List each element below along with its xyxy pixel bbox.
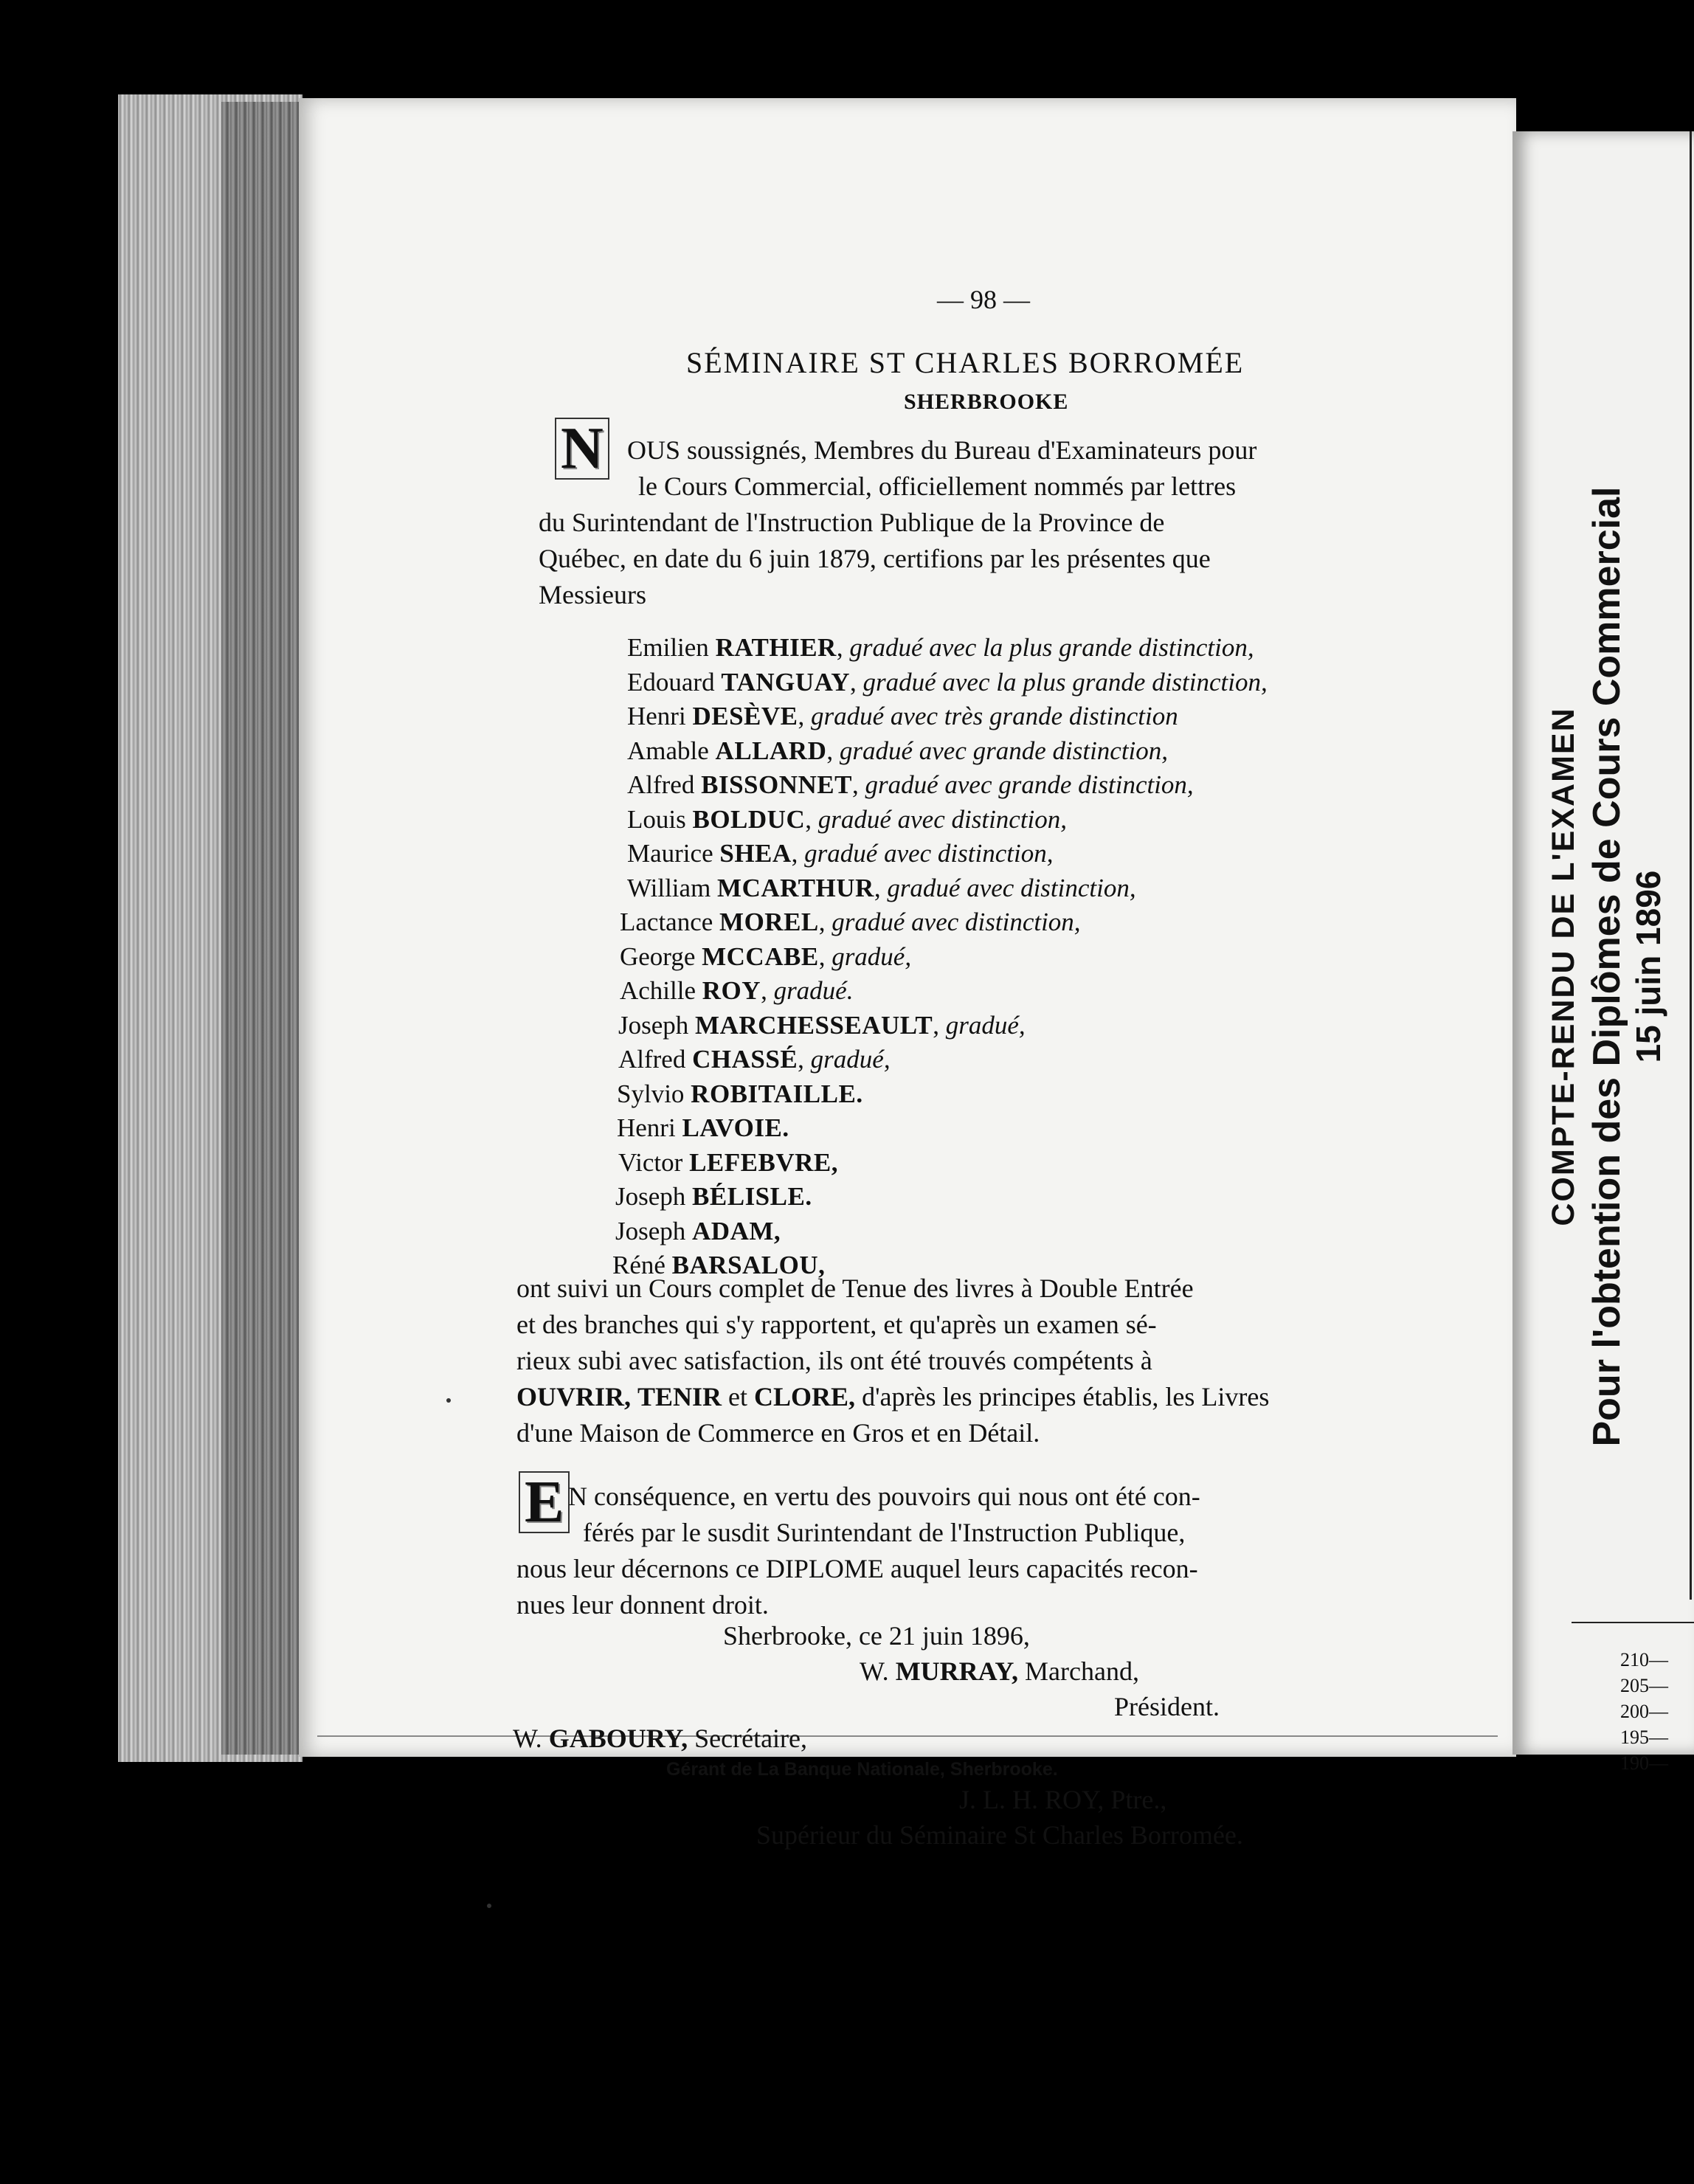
graduate-first-name: Achille: [620, 976, 696, 1005]
body-paragraph: [516, 1271, 1409, 1451]
et-word: et: [728, 1382, 748, 1411]
ink-mark: [446, 1398, 451, 1403]
graduate-surname: ADAM,: [692, 1216, 781, 1245]
graduate-first-name: Joseph: [615, 1216, 686, 1245]
graduate-row: Alfred CHASSÉ, gradué,: [618, 1045, 891, 1074]
body-line-rest: d'après les principes établis, les Livres: [862, 1382, 1270, 1411]
graduate-surname: MCCABE: [702, 941, 819, 971]
graduate-row: [617, 1111, 1268, 1146]
graduate-row: [618, 1146, 1268, 1181]
graduate-mention: gradué avec grande distinction,: [839, 736, 1169, 765]
tenir-word: TENIR: [637, 1382, 722, 1411]
graduate-mention: gradué avec grande distinction,: [865, 770, 1194, 799]
graduate-surname: LEFEBVRE,: [689, 1147, 838, 1177]
graduate-row: Alfred BISSONNET, gradué avec grande distinction,: [627, 770, 1194, 799]
book-spine-edge: [221, 102, 302, 1755]
clore-word: CLORE,: [754, 1382, 856, 1411]
page-title: SÉMINAIRE ST CHARLES BORROMÉE: [686, 346, 1245, 379]
conclusion-line: N conséquence, en vertu des pouvoirs qui nous ont été con-: [568, 1482, 1200, 1511]
graduate-first-name: Henri: [617, 1113, 676, 1142]
graduate-row: [617, 1077, 1268, 1112]
dropcap-e: E: [519, 1471, 570, 1533]
graduate-first-name: Maurice: [627, 839, 713, 868]
graduate-surname: MARCHESSEAULT: [695, 1010, 933, 1040]
graduate-first-name: Edouard: [627, 667, 715, 697]
graduate-first-name: Amable: [627, 736, 709, 765]
adjacent-number: 200—: [1620, 1701, 1668, 1722]
graduate-first-name: Emilien: [627, 633, 709, 662]
graduate-surname: CHASSÉ: [692, 1045, 798, 1074]
gerant-line: Gérant de La Banque Nationale, Sherbrooke.: [666, 1759, 1058, 1780]
graduate-mention: gradué avec la plus grande distinction,: [849, 633, 1254, 662]
graduate-mention: gradué avec distinction,: [804, 839, 1054, 868]
graduate-row: Achille ROY, gradué.: [620, 976, 854, 1005]
graduate-first-name: Joseph: [618, 1010, 689, 1040]
graduate-mention: gradué avec distinction,: [832, 908, 1081, 936]
graduate-first-name: George: [620, 941, 696, 971]
graduate-first-name: Henri: [627, 702, 686, 730]
adjacent-number: 210—: [1620, 1649, 1668, 1670]
adjacent-page-divider: [1572, 1622, 1694, 1623]
graduate-row: Amable ALLARD, gradué avec grande distinction,: [627, 736, 1169, 765]
intro-line: du Surintendant de l'Instruction Publique de la Province de: [539, 508, 1165, 537]
graduate-surname: SHEA: [719, 839, 792, 868]
graduate-mention: gradué,: [945, 1010, 1026, 1040]
graduate-surname: RATHIER: [715, 633, 837, 662]
conclusion-line: nues leur donnent droit.: [516, 1590, 769, 1620]
body-line: d'une Maison de Commerce en Gros et en Détail.: [516, 1418, 1040, 1448]
graduate-surname: BOLDUC: [692, 804, 806, 834]
graduate-row: Emilien RATHIER, gradué avec la plus grande distinction,: [627, 633, 1254, 662]
graduate-first-name: Joseph: [615, 1182, 686, 1211]
dropcap-n: N: [555, 418, 609, 480]
graduate-first-name: Alfred: [618, 1045, 686, 1074]
adjacent-number: 190—: [1620, 1752, 1668, 1774]
graduate-row: [615, 1214, 1268, 1249]
graduate-surname: ROY: [702, 976, 761, 1005]
murray-title: Marchand,: [1025, 1656, 1139, 1686]
graduate-row: Louis BOLDUC, gradué avec distinction,: [627, 804, 1068, 834]
graduate-surname: LAVOIE.: [682, 1113, 789, 1142]
adjacent-title-line2: Pour l'obtention des Diplômes de Cours Commercial: [1586, 486, 1628, 1447]
graduate-surname: BARSALOU,: [671, 1251, 826, 1279]
adjacent-number: 205—: [1620, 1675, 1668, 1696]
graduate-mention: gradué avec distinction,: [887, 873, 1136, 902]
president-title: Président.: [1114, 1692, 1220, 1721]
conclusion-paragraph: [516, 1479, 1409, 1623]
graduate-surname: BISSONNET: [701, 770, 852, 799]
intro-line: Québec, en date du 6 juin 1879, certifions par les présentes que: [539, 544, 1211, 573]
graduate-mention: gradué avec distinction,: [817, 804, 1068, 834]
body-line: et des branches qui s'y rapportent, et qu'après un examen sé-: [516, 1310, 1157, 1339]
graduate-row: Maurice SHEA, gradué avec distinction,: [627, 839, 1054, 868]
graduate-surname: MOREL: [719, 908, 819, 936]
signature-gaboury: [513, 1723, 807, 1754]
page-bottom-rule: [317, 1735, 1498, 1737]
conclusion-line: nous leur décernons ce DIPLOME auquel leurs capacités recon-: [516, 1554, 1198, 1583]
graduate-first-name: Sylvio: [617, 1079, 685, 1108]
graduate-mention: gradué,: [832, 941, 912, 971]
graduate-first-name: Réné: [612, 1251, 666, 1279]
ink-mark: [487, 1904, 491, 1908]
adjacent-number: 195—: [1620, 1727, 1668, 1748]
adjacent-title-line1: COMPTE-RENDU DE L'EXAMEN: [1546, 707, 1581, 1226]
graduate-surname: BÉLISLE.: [692, 1182, 812, 1211]
body-line: ont suivi un Cours complet de Tenue des livres à Double Entrée: [516, 1274, 1194, 1303]
intro-line: Messieurs: [539, 580, 646, 609]
gaboury-initial: W.: [513, 1724, 542, 1753]
superieur-line: Supérieur du Séminaire St Charles Borromée.: [756, 1820, 1243, 1850]
conclusion-line: férés par le susdit Surintendant de l'Instruction Publique,: [583, 1518, 1186, 1547]
graduate-mention: gradué.: [773, 976, 854, 1005]
graduates-list: [612, 631, 1268, 1283]
graduate-surname: MCARTHUR: [717, 873, 874, 902]
graduate-row: George MCCABE, gradué,: [620, 941, 912, 971]
adjacent-page-numbers: [1620, 1647, 1668, 1776]
body-line: [516, 1379, 1409, 1415]
graduate-row: [615, 1180, 1268, 1214]
graduate-surname: ALLARD: [715, 736, 827, 765]
intro-line: le Cours Commercial, officiellement nommés par lettres: [638, 471, 1237, 501]
place-date: Sherbrooke, ce 21 juin 1896,: [723, 1621, 1030, 1651]
intro-line: OUS soussignés, Membres du Bureau d'Examinateurs pour: [627, 435, 1257, 465]
graduate-first-name: William: [627, 873, 711, 902]
graduate-row: Edouard TANGUAY, gradué avec la plus grande distinction,: [627, 667, 1268, 697]
murray-name: MURRAY,: [895, 1656, 1019, 1686]
gaboury-name: GABOURY,: [548, 1724, 688, 1753]
graduate-first-name: Louis: [627, 804, 686, 834]
graduate-mention: gradué avec très grande distinction: [811, 702, 1178, 730]
murray-initial: W.: [860, 1656, 889, 1686]
gaboury-title: Secrétaire,: [694, 1724, 808, 1753]
adjacent-page-rotated-title: [1542, 413, 1667, 1520]
graduate-first-name: Alfred: [627, 770, 695, 799]
signature-murray: [860, 1656, 1139, 1687]
graduate-mention: gradué avec la plus grande distinction,: [862, 667, 1268, 697]
graduate-row: Henri DESÈVE, gradué avec très grande distinction: [627, 702, 1178, 730]
page-subtitle: SHERBROOKE: [904, 390, 1069, 414]
adjacent-title-line3: 15 juin 1896: [1629, 870, 1667, 1063]
graduate-row: Lactance MOREL, gradué avec distinction,: [620, 908, 1081, 936]
ouvrir-word: OUVRIR,: [516, 1382, 632, 1411]
graduate-surname: ROBITAILLE.: [691, 1079, 863, 1108]
body-line: rieux subi avec satisfaction, ils ont été trouvés compétents à: [516, 1346, 1152, 1375]
intro-paragraph: [539, 432, 1431, 613]
graduate-row: William MCARTHUR, gradué avec distinction,: [627, 873, 1136, 902]
graduate-surname: TANGUAY: [721, 667, 850, 697]
graduate-surname: DESÈVE: [692, 702, 798, 730]
graduate-first-name: Lactance: [620, 908, 713, 936]
page-number: — 98 —: [937, 285, 1030, 314]
graduate-mention: gradué,: [810, 1045, 891, 1074]
signature-roy: J. L. H. ROY, Ptre.,: [959, 1785, 1167, 1814]
graduate-row: Joseph MARCHESSEAULT, gradué,: [618, 1010, 1026, 1040]
graduate-first-name: Victor: [618, 1147, 683, 1177]
adjacent-page-rule: [1690, 131, 1692, 1600]
